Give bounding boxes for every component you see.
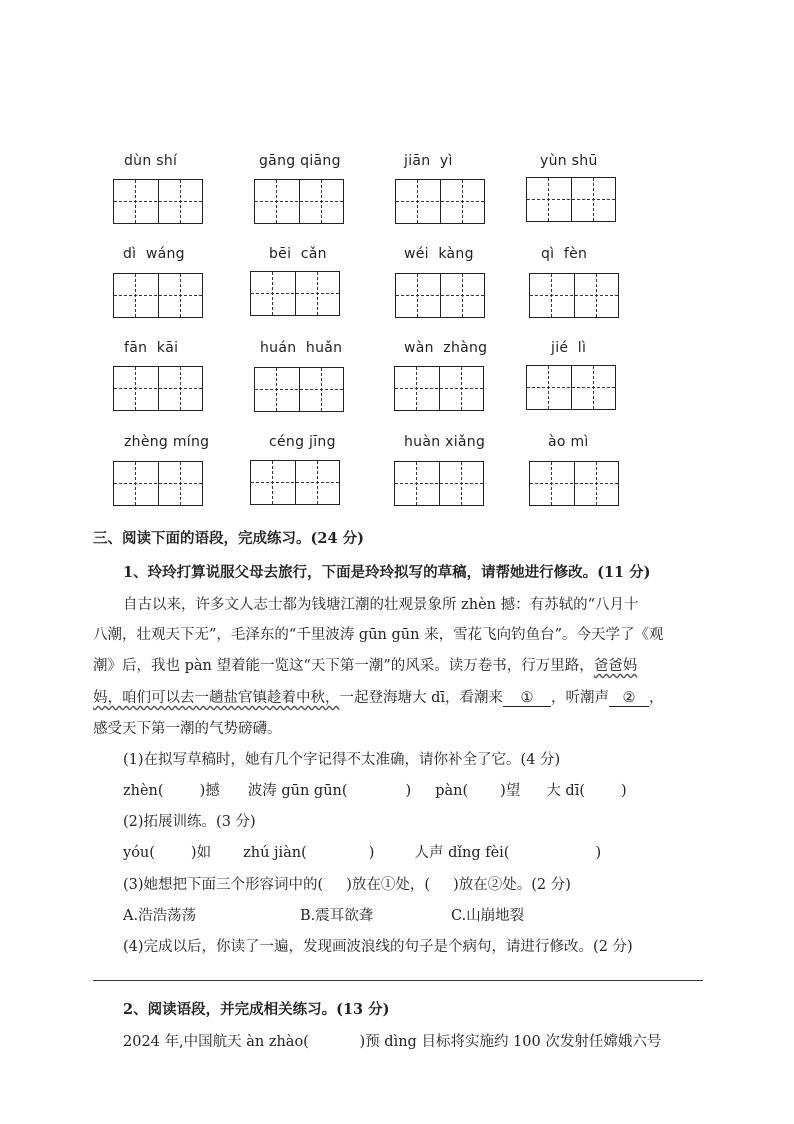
pinyin-label: wéi kàng	[404, 246, 474, 262]
sub-question-3: (3)她想把下面三个形容词中的( )放在①处，( )放在②处。(2 分)	[123, 877, 571, 893]
writing-box[interactable]	[529, 273, 619, 318]
writing-box[interactable]	[254, 367, 344, 412]
writing-box[interactable]	[526, 365, 616, 410]
sub-question-1-answers	[123, 779, 627, 800]
pinyin-label: huàn xiǎng	[404, 434, 486, 450]
passage-line-2: 八潮，壮观天下无”，毛泽东的“千里波涛 gūn gūn 来，雪花飞向钓鱼台”。今天学了《观	[93, 627, 664, 643]
answer-label: 波涛 gūn gūn(	[247, 783, 348, 799]
passage-line-4	[93, 686, 664, 707]
writing-box[interactable]	[250, 271, 340, 316]
answer-label: )	[405, 783, 412, 799]
wavy-underlined-sentence: 妈，咱们可以去一趟盐官镇趁着中秋，	[93, 690, 340, 706]
writing-box[interactable]	[113, 461, 203, 506]
sub-question-4: (4)完成以后，你读了一遍，发现画波浪线的句子是个病句，请进行修改。(2 分)	[123, 939, 633, 955]
pinyin-label: yùn shū	[540, 153, 598, 169]
writing-box[interactable]	[394, 461, 484, 506]
pinyin-label: wàn zhàng	[404, 340, 488, 356]
pinyin-label: qì fèn	[541, 246, 588, 262]
passage-line-5: 感受天下第一潮的气势磅礴。	[93, 721, 282, 737]
section-heading: 三、阅读下面的语段，完成练习。(24 分)	[93, 530, 364, 547]
answer-label: )望	[500, 783, 521, 799]
answer-label: )	[368, 845, 375, 861]
pinyin-label: dùn shí	[124, 153, 178, 169]
sub-question-2: (2)拓展训练。(3 分)	[123, 814, 256, 830]
answer-label: zhèn(	[123, 783, 164, 799]
pinyin-label: bēi cǎn	[269, 246, 327, 262]
answer-label: zhú jiàn(	[243, 845, 307, 861]
writing-box[interactable]	[394, 366, 484, 411]
sub-question-2-answers	[123, 841, 601, 862]
pinyin-label: jié lì	[551, 340, 587, 356]
pinyin-label: zhèng míng	[124, 434, 210, 450]
question-2-title: 2、阅读语段，并完成相关练习。(13 分)	[123, 1001, 390, 1018]
passage-2-line-1: 2024 年,中国航天 àn zhào( )预 dìng 目标将实施约 100 次发射任嫦娥六号	[123, 1034, 662, 1050]
blank-1[interactable]: ①	[503, 690, 551, 707]
pinyin-label: huán huǎn	[260, 340, 343, 356]
answer-divider-line	[93, 980, 703, 981]
writing-box[interactable]	[254, 179, 344, 224]
pinyin-label: ào mì	[548, 434, 589, 450]
answer-label: )	[595, 845, 602, 861]
answer-label: yóu(	[123, 845, 155, 861]
option-c[interactable]: C.山崩地裂	[451, 908, 525, 924]
answer-label: pàn(	[435, 783, 469, 799]
passage-line-3	[93, 654, 637, 675]
pinyin-label: gāng qiāng	[259, 153, 341, 169]
writing-box[interactable]	[113, 366, 203, 411]
answer-label: )	[621, 783, 627, 799]
blank-2[interactable]: ②	[609, 690, 649, 707]
answer-label: )如	[190, 845, 212, 861]
answer-label: )撼	[199, 783, 220, 799]
writing-box[interactable]	[526, 177, 616, 222]
passage-text: ，	[649, 690, 664, 706]
pinyin-label: jiān yì	[404, 153, 453, 169]
pinyin-label: céng jīng	[269, 434, 336, 450]
option-b[interactable]: B.震耳欲聋	[300, 908, 374, 924]
answer-label: 大 dī(	[546, 783, 585, 799]
passage-text: ，听潮声	[551, 690, 610, 706]
writing-box[interactable]	[529, 461, 619, 506]
writing-box[interactable]	[395, 179, 485, 224]
pinyin-label: dì wáng	[123, 246, 185, 262]
question-1-title: 1、玲玲打算说服父母去旅行，下面是玲玲拟写的草稿，请帮她进行修改。(11 分)	[123, 564, 651, 581]
passage-line-1: 自古以来，许多文人志士都为钱塘江潮的壮观景象所 zhèn 撼：有苏轼的“八月十	[123, 597, 639, 613]
answer-label: 人声 dǐng fèi(	[414, 845, 510, 861]
writing-box[interactable]	[113, 273, 203, 318]
writing-box[interactable]	[395, 273, 485, 318]
passage-text: 潮》后，我也 pàn 望着能一览这“天下第一潮”的风采。读万卷书，行万里路，	[93, 658, 594, 674]
wavy-underlined-sentence: 爸爸妈	[593, 658, 638, 674]
sub-question-1: (1)在拟写草稿时，她有几个字记得不太准确，请你补全了它。(4 分)	[123, 752, 561, 768]
passage-text: 一起登海塘大 dī，看潮来	[339, 690, 504, 706]
pinyin-label: fān kāi	[124, 340, 179, 356]
writing-box[interactable]	[113, 179, 203, 224]
option-a[interactable]: A.浩浩荡荡	[123, 908, 197, 924]
writing-box[interactable]	[250, 460, 340, 505]
